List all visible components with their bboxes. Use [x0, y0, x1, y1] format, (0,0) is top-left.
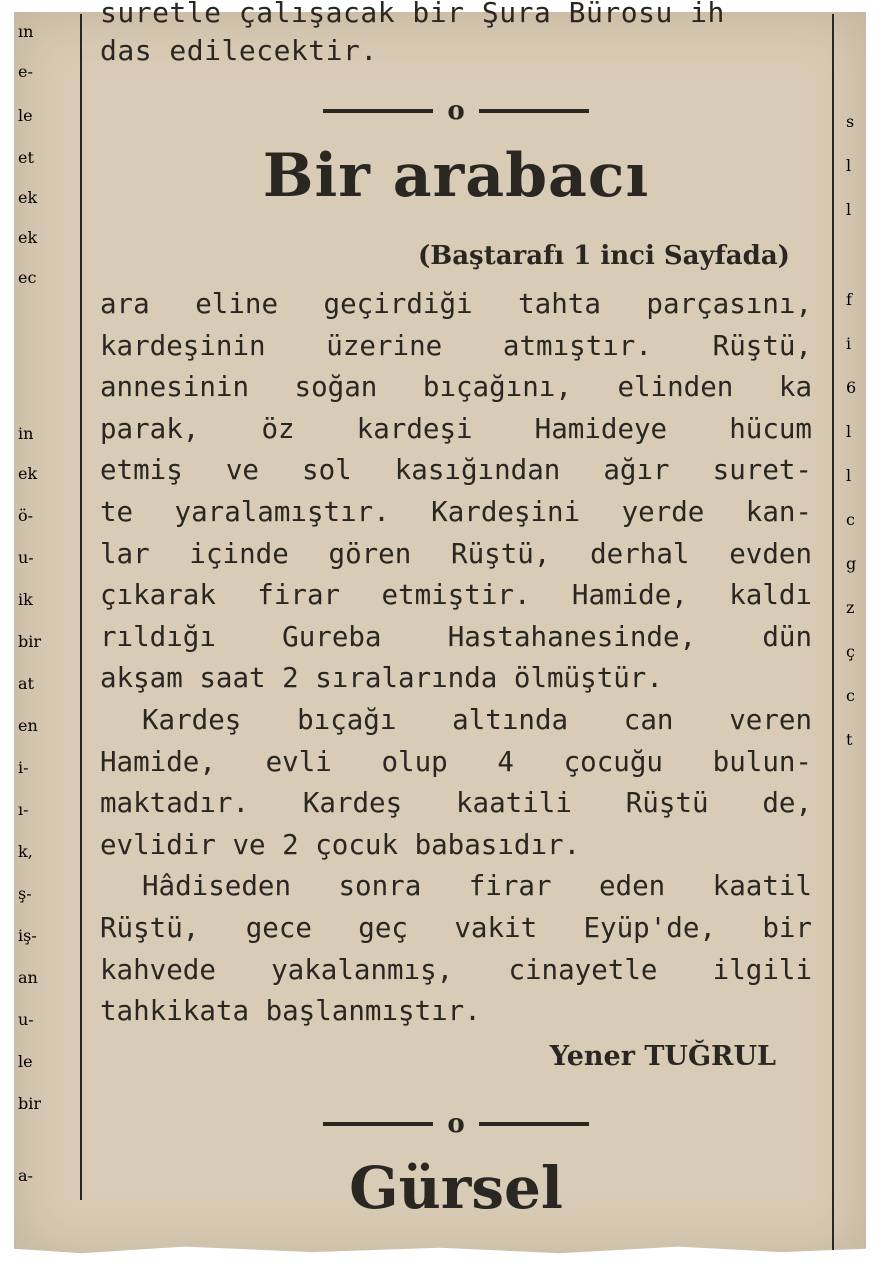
body-line: lar içinde gören Rüştü, derhal evden: [100, 537, 812, 570]
left-column-fragment: at: [18, 674, 34, 693]
right-column-fragment: c: [846, 510, 855, 529]
left-column-fragment: ek: [18, 188, 38, 207]
left-column-fragment: i-: [18, 758, 29, 777]
body-line: Kardeş bıçağı altında can veren: [142, 703, 812, 736]
body-line: maktadır. Kardeş kaatili Rüştü de,: [100, 787, 812, 820]
body-line: te yaralamıştır. Kardeşini yerde kan-: [100, 495, 812, 528]
separator-mark: o: [447, 1108, 465, 1139]
body-line: kahvede yakalanmış, cinayetle ilgili: [100, 953, 812, 986]
left-column-fragment: ek: [18, 464, 38, 483]
left-column-fragment: in: [18, 424, 34, 443]
body-line: Hâdiseden sonra firar eden kaatil: [142, 870, 812, 903]
continued-from-note: (Baştarafı 1 inci Sayfada): [417, 241, 790, 271]
body-line: tahkikata başlanmıştır.: [100, 995, 481, 1028]
right-column-fragment: f: [846, 290, 852, 309]
right-column-fragment: c: [846, 686, 855, 705]
body-line: Rüştü, gece geç vakit Eyüp'de, bir: [100, 911, 812, 944]
body-line: annesinin soğan bıçağını, elinden ka: [100, 371, 812, 404]
left-column-fragment: ek: [18, 228, 38, 247]
article-headline: Bir arabacı: [262, 141, 650, 211]
right-column-fragment: i: [846, 334, 852, 353]
separator-mark: o: [447, 96, 465, 126]
left-column-fragment: iş-: [18, 926, 37, 945]
left-column-fragment: le: [18, 1052, 33, 1071]
left-column-fragment: e-: [18, 62, 33, 81]
body-line: kardeşinin üzerine atmıştır. Rüştü,: [100, 329, 812, 362]
left-column-fragment: ö-: [18, 506, 34, 525]
left-column-fragment: ş-: [18, 884, 32, 903]
body-line: akşam saat 2 sıralarında ölmüştür.: [100, 662, 663, 695]
body-line: rıldığı Gureba Hastahanesinde, dün: [100, 620, 812, 653]
right-column-fragment: l: [846, 466, 852, 485]
left-column-fragment: et: [18, 148, 34, 167]
body-line: parak, öz kardeşi Hamideye hücum: [100, 412, 812, 445]
article-body: [100, 284, 812, 1033]
news-article: [100, 0, 812, 1209]
left-column-fragment: a-: [18, 1166, 33, 1185]
left-column-fragment: le: [18, 106, 33, 125]
left-column-fragment: u-: [18, 1010, 34, 1029]
right-column-fragment: ç: [846, 642, 855, 661]
column-rule-left: [80, 14, 82, 1200]
right-column-fragment: s: [846, 112, 855, 131]
left-column-fragment: en: [18, 716, 38, 735]
body-line: ara eline geçirdiği tahta parçasını,: [100, 288, 812, 320]
separator-rule: [479, 109, 589, 113]
right-column-fragment: l: [846, 422, 852, 441]
right-column-fragment: t: [846, 730, 853, 749]
author-signature: Yener TUĞRUL: [549, 1040, 776, 1072]
right-column-fragment: l: [846, 200, 852, 219]
previous-article-text-line: das edilecektir.: [100, 34, 378, 67]
right-column-fragment: l: [846, 156, 852, 175]
left-column-fragment: bir: [18, 632, 42, 651]
body-line: evlidir ve 2 çocuk babasıdır.: [100, 828, 581, 861]
separator-rule: [479, 1122, 589, 1126]
section-separator: [100, 88, 812, 134]
left-column-fragment: ec: [18, 268, 37, 287]
column-rule-right: [832, 14, 834, 1250]
right-column-fragment: 6: [846, 378, 857, 397]
left-column-fragment: ın: [18, 22, 34, 41]
separator-rule: [323, 109, 433, 113]
right-column-fragment: g: [846, 554, 857, 573]
left-column-fragment: ik: [18, 590, 33, 609]
left-column-fragment: an: [18, 968, 38, 987]
body-line: etmiş ve sol kasığından ağır suret-: [100, 454, 812, 487]
left-column-fragment: bir: [18, 1094, 42, 1113]
left-column-fragment: u-: [18, 548, 34, 567]
section-separator: [100, 1101, 812, 1147]
body-line: Hamide, evli olup 4 çocuğu bulun-: [100, 745, 812, 778]
right-column-fragment: z: [846, 598, 855, 617]
previous-article-text-line: suretle çalışacak bir Şura Bürosu ih: [100, 0, 725, 29]
separator-rule: [323, 1122, 433, 1126]
body-line: çıkarak firar etmiştir. Hamide, kaldı: [100, 579, 812, 612]
left-column-fragment: ı-: [18, 800, 29, 819]
left-column-fragment: k,: [18, 842, 33, 861]
next-article-headline: Gürsel: [349, 1153, 563, 1209]
